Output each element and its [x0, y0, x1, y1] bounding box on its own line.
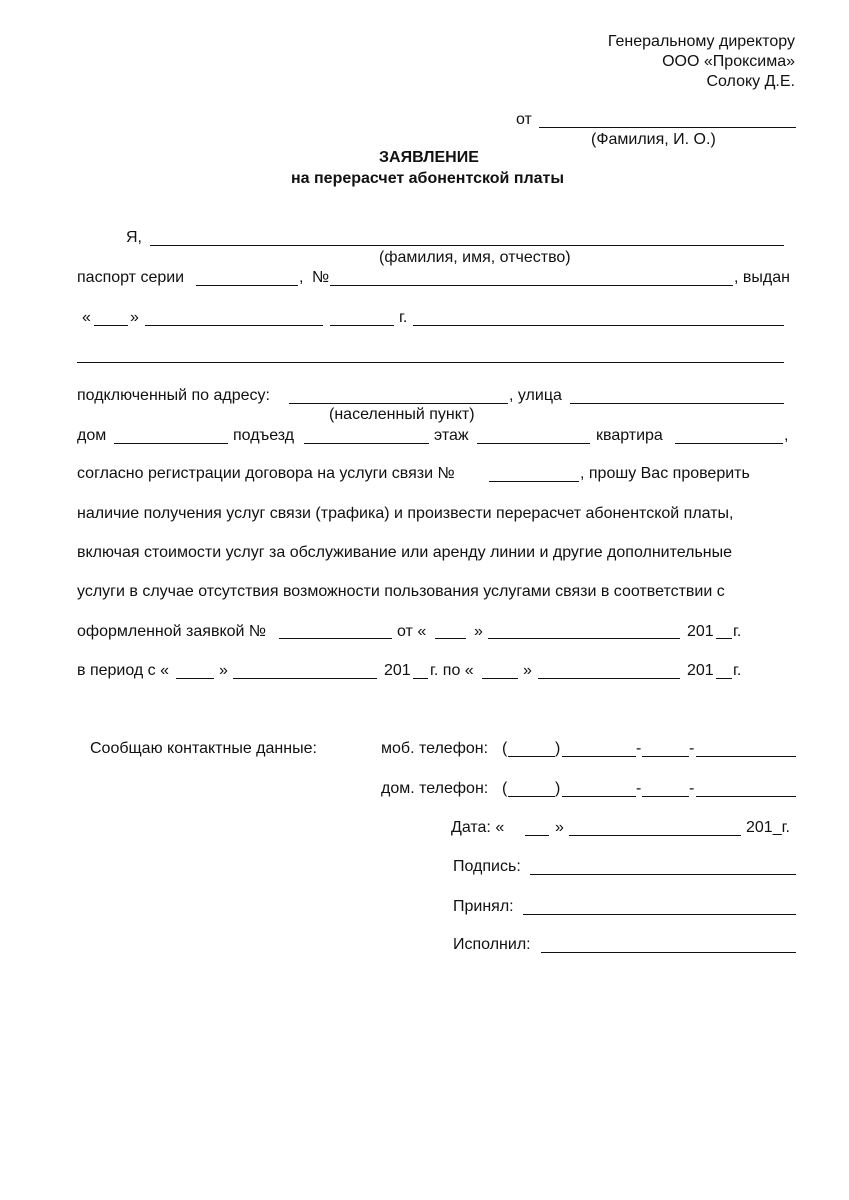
passport-series-label: паспорт серии — [77, 269, 185, 286]
contract-number-field[interactable] — [489, 481, 579, 482]
signature-field[interactable] — [530, 874, 796, 875]
fio-field[interactable] — [150, 245, 784, 246]
date-year: 201_г. — [746, 819, 790, 836]
passport-comma: , — [299, 269, 304, 286]
mobile-dash-1: - — [636, 740, 642, 757]
accepted-label: Принял: — [453, 898, 514, 915]
mobile-code-field[interactable] — [508, 756, 555, 757]
mobile-dash-2: - — [689, 740, 695, 757]
ya-label: Я, — [126, 229, 142, 246]
passport-series-field[interactable] — [196, 285, 298, 286]
home-part2-field[interactable] — [642, 796, 689, 797]
passport-number-sign: № — [312, 269, 330, 286]
contract-text: согласно регистрации договора на услуги связи № — [77, 465, 455, 482]
request-year-prefix: 201 — [687, 623, 714, 640]
mobile-paren-close: ) — [555, 740, 561, 757]
addressee-line-1: Генеральному директору — [607, 33, 795, 50]
mobile-paren-open: ( — [502, 740, 508, 757]
issue-year-field[interactable] — [330, 325, 394, 326]
date-month-field[interactable] — [569, 835, 741, 836]
issue-year-g: г. — [399, 309, 408, 326]
from-name-field[interactable] — [539, 127, 796, 128]
page-title: ЗАЯВЛЕНИЕ — [379, 149, 479, 166]
accepted-field[interactable] — [523, 914, 796, 915]
home-paren-close: ) — [555, 780, 561, 797]
request-number-field[interactable] — [279, 638, 392, 639]
contact-label: Сообщаю контактные данные: — [90, 740, 317, 757]
paragraph-line-4: услуги в случае отсутствия возможности пользования услугами связи в соответствии с — [77, 583, 725, 600]
request-year-field[interactable] — [716, 638, 732, 639]
issued-label: , выдан — [734, 269, 790, 286]
request-month-field[interactable] — [488, 638, 680, 639]
issue-date-close-quote: » — [130, 309, 139, 326]
entrance-label: подъезд — [233, 427, 295, 444]
mobile-phone-label: моб. телефон: — [381, 740, 489, 757]
executed-label: Исполнил: — [453, 936, 531, 953]
date-close-quote: » — [555, 819, 564, 836]
house-label: дом — [77, 427, 107, 444]
home-paren-open: ( — [502, 780, 508, 797]
apartment-field[interactable] — [675, 443, 783, 444]
street-label: , улица — [509, 387, 562, 404]
period-to-month-field[interactable] — [538, 678, 680, 679]
period-from-year-field[interactable] — [413, 678, 428, 679]
mobile-part1-field[interactable] — [562, 756, 636, 757]
issue-day-field[interactable] — [94, 325, 128, 326]
apartment-comma: , — [784, 427, 789, 444]
please-check-text: , прошу Вас проверить — [580, 465, 750, 482]
paragraph-line-2: наличие получения услуг связи (трафика) и произвести перерасчет абонентской платы, — [77, 505, 734, 522]
request-close-quote: » — [474, 623, 483, 640]
period-from-year-prefix: 201 — [384, 662, 411, 679]
home-phone-label: дом. телефон: — [381, 780, 489, 797]
signature-label: Подпись: — [453, 858, 521, 875]
period-from-label: в период с « — [77, 662, 170, 679]
from-label: от — [516, 111, 532, 128]
period-to-day-field[interactable] — [482, 678, 518, 679]
fio-caption: (фамилия, имя, отчество) — [379, 249, 571, 266]
floor-label: этаж — [434, 427, 469, 444]
connected-address-label: подключенный по адресу: — [77, 387, 270, 404]
home-dash-1: - — [636, 780, 642, 797]
apartment-label: квартира — [596, 427, 663, 444]
period-from-close-quote: » — [219, 662, 228, 679]
date-label: Дата: « — [451, 819, 505, 836]
home-dash-2: - — [689, 780, 695, 797]
home-part3-field[interactable] — [696, 796, 796, 797]
request-year-end: г. — [733, 623, 742, 640]
period-from-day-field[interactable] — [176, 678, 214, 679]
request-from-label: от « — [397, 623, 427, 640]
mobile-part3-field[interactable] — [696, 756, 796, 757]
mobile-part2-field[interactable] — [642, 756, 689, 757]
paragraph-line-3: включая стоимости услуг за обслуживание или аренду линии и другие дополнительные — [77, 544, 733, 561]
period-to-label: г. по « — [430, 662, 474, 679]
request-day-field[interactable] — [435, 638, 466, 639]
issued-by-field[interactable] — [413, 325, 784, 326]
from-caption: (Фамилия, И. О.) — [591, 131, 716, 148]
issue-date-open-quote: « — [82, 309, 91, 326]
page-subtitle: на перерасчет абонентской платы — [291, 170, 565, 187]
floor-field[interactable] — [477, 443, 590, 444]
home-part1-field[interactable] — [562, 796, 636, 797]
passport-number-field[interactable] — [330, 285, 733, 286]
issue-month-field[interactable] — [145, 325, 323, 326]
home-code-field[interactable] — [508, 796, 555, 797]
locality-caption: (населенный пункт) — [329, 406, 475, 423]
period-to-close-quote: » — [523, 662, 532, 679]
period-to-year-end: г. — [733, 662, 742, 679]
addressee-line-3: Солоку Д.Е. — [706, 73, 795, 90]
issued-by-continuation-field[interactable] — [77, 362, 784, 363]
house-field[interactable] — [114, 443, 228, 444]
locality-field[interactable] — [289, 403, 508, 404]
addressee-line-2: ООО «Проксима» — [662, 53, 795, 70]
entrance-field[interactable] — [304, 443, 429, 444]
date-day-field[interactable] — [525, 835, 549, 836]
period-to-year-prefix: 201 — [687, 662, 714, 679]
period-from-month-field[interactable] — [233, 678, 377, 679]
period-to-year-field[interactable] — [716, 678, 732, 679]
request-label: оформленной заявкой № — [77, 623, 267, 640]
executed-field[interactable] — [541, 952, 796, 953]
street-field[interactable] — [570, 403, 784, 404]
